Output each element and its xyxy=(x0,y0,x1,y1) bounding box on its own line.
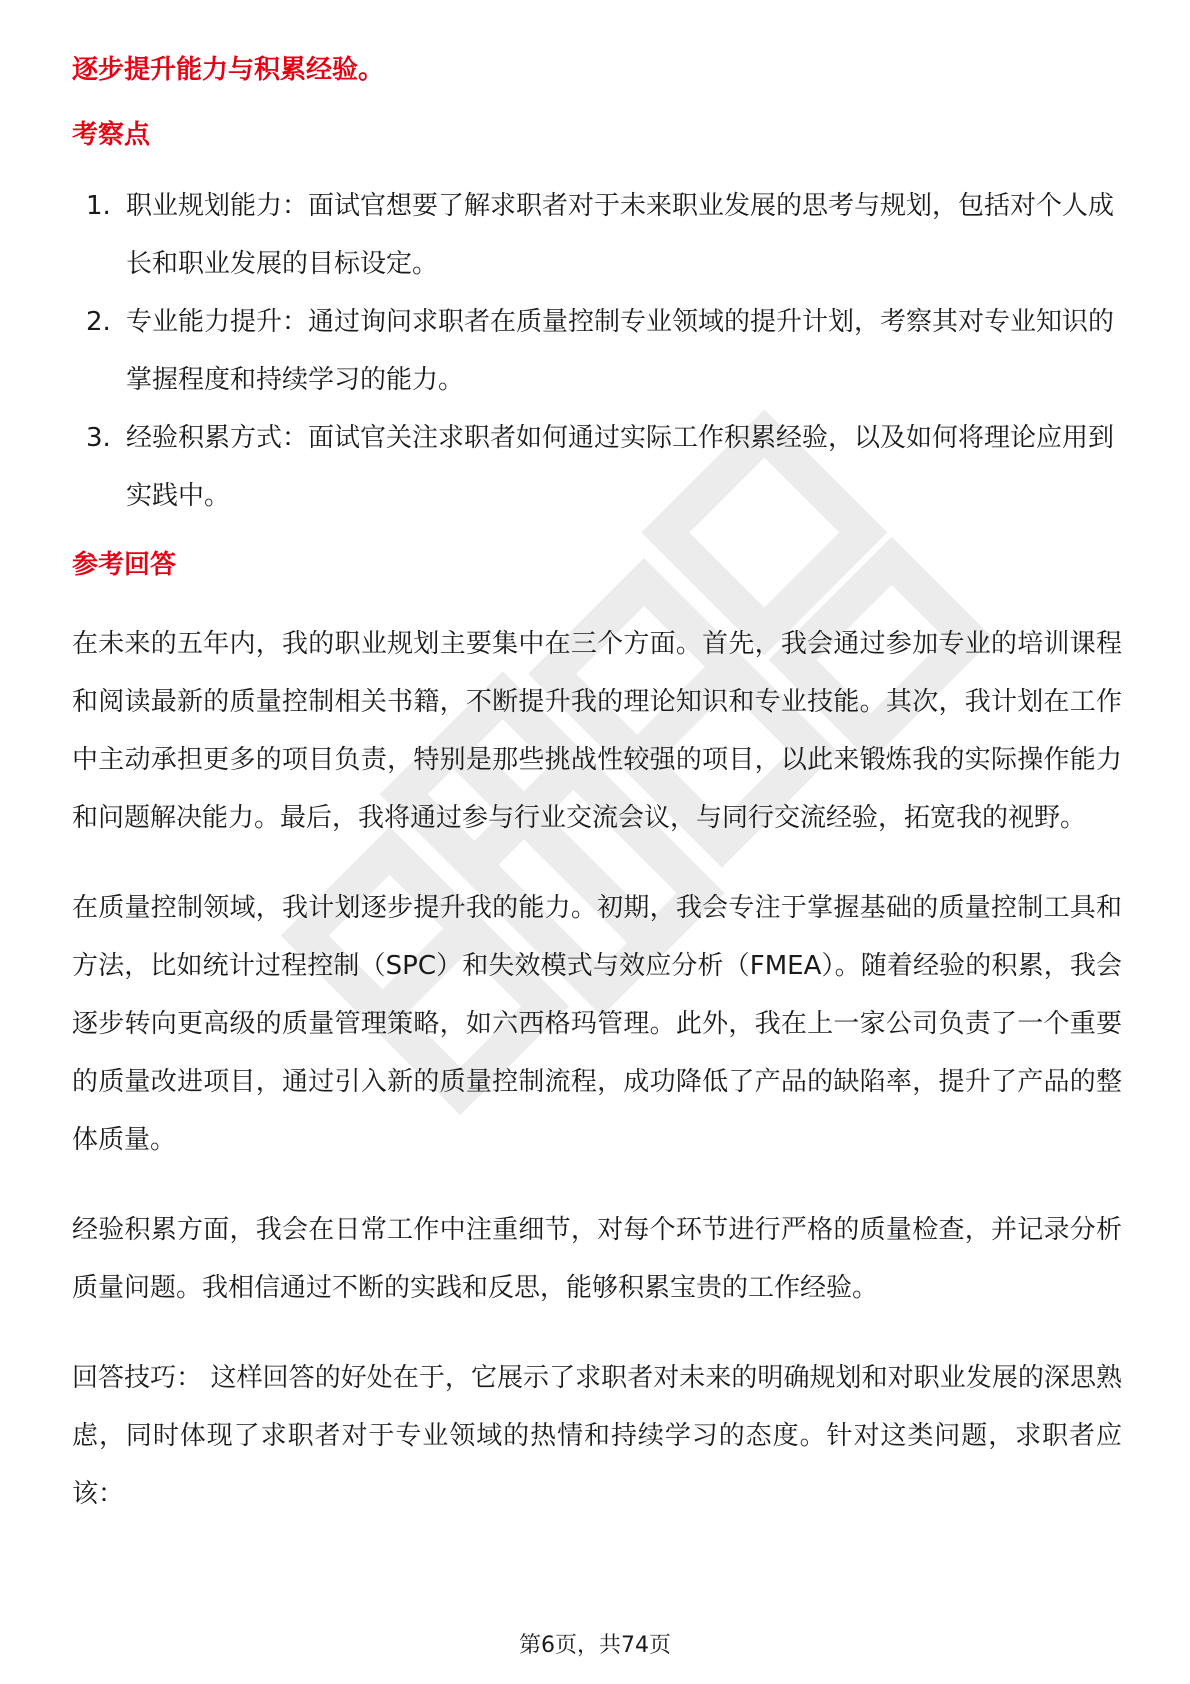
answer-tips-paragraph: 回答技巧： 这样回答的好处在于，它展示了求职者对未来的明确规划和对职业发展的深思熟虑，同时体现了求职者对于专业领域的热情和持续学习的态度。针对这类问题，求职者应该： xyxy=(72,1363,1122,1509)
answer-paragraph: 在质量控制领域，我计划逐步提升我的能力。初期，我会专注于掌握基础的质量控制工具和方法，比如统计过程控制（SPC）和失效模式与效应分析（FMEA）。随着经验的积累，我会逐步转向更高级的质量管理策略，如六西格玛管理。此外，我在上一家公司负责了一个重要的质量改进项目，通过引入新的质量控制流程，成功降低了产品的缺陷率，提升了产品的整体质量。 xyxy=(72,893,1122,1155)
list-item-text: 专业能力提升：通过询问求职者在质量控制专业领域的提升计划，考察其对专业知识的掌握程度和持续学习的能力。 xyxy=(126,307,1115,395)
list-item xyxy=(72,177,1122,293)
intro-line: 逐步提升能力与积累经验。 xyxy=(72,55,385,85)
list-item-text: 经验积累方式：面试官关注求职者如何通过实际工作积累经验，以及如何将理论应用到实践中。 xyxy=(126,423,1115,511)
section-title-assessment: 考察点 xyxy=(72,120,151,150)
answer-paragraph: 在未来的五年内，我的职业规划主要集中在三个方面。首先，我会通过参加专业的培训课程和阅读最新的质量控制相关书籍，不断提升我的理论知识和专业技能。其次，我计划在工作中主动承担更多的项目负责，特别是那些挑战性较强的项目，以此来锻炼我的实际操作能力和问题解决能力。最后，我将通过参与行业交流会议，与同行交流经验，拓宽我的视野。 xyxy=(72,629,1122,833)
list-number: 1. xyxy=(86,191,111,221)
answer-paragraph: 经验积累方面，我会在日常工作中注重细节，对每个环节进行严格的质量检查，并记录分析质量问题。我相信通过不断的实践和反思，能够积累宝贵的工作经验。 xyxy=(72,1215,1122,1303)
document-content xyxy=(72,52,1122,1523)
page-footer: 第6页，共74页 xyxy=(519,1633,671,1658)
assessment-list xyxy=(72,177,1122,525)
list-item xyxy=(72,409,1122,525)
list-number: 2. xyxy=(86,307,111,337)
section-title-reference-answer: 参考回答 xyxy=(72,550,177,580)
list-item xyxy=(72,293,1122,409)
list-item-text: 职业规划能力：面试官想要了解求职者对于未来职业发展的思考与规划，包括对个人成长和职业发展的目标设定。 xyxy=(126,191,1115,279)
list-number: 3. xyxy=(86,423,111,453)
